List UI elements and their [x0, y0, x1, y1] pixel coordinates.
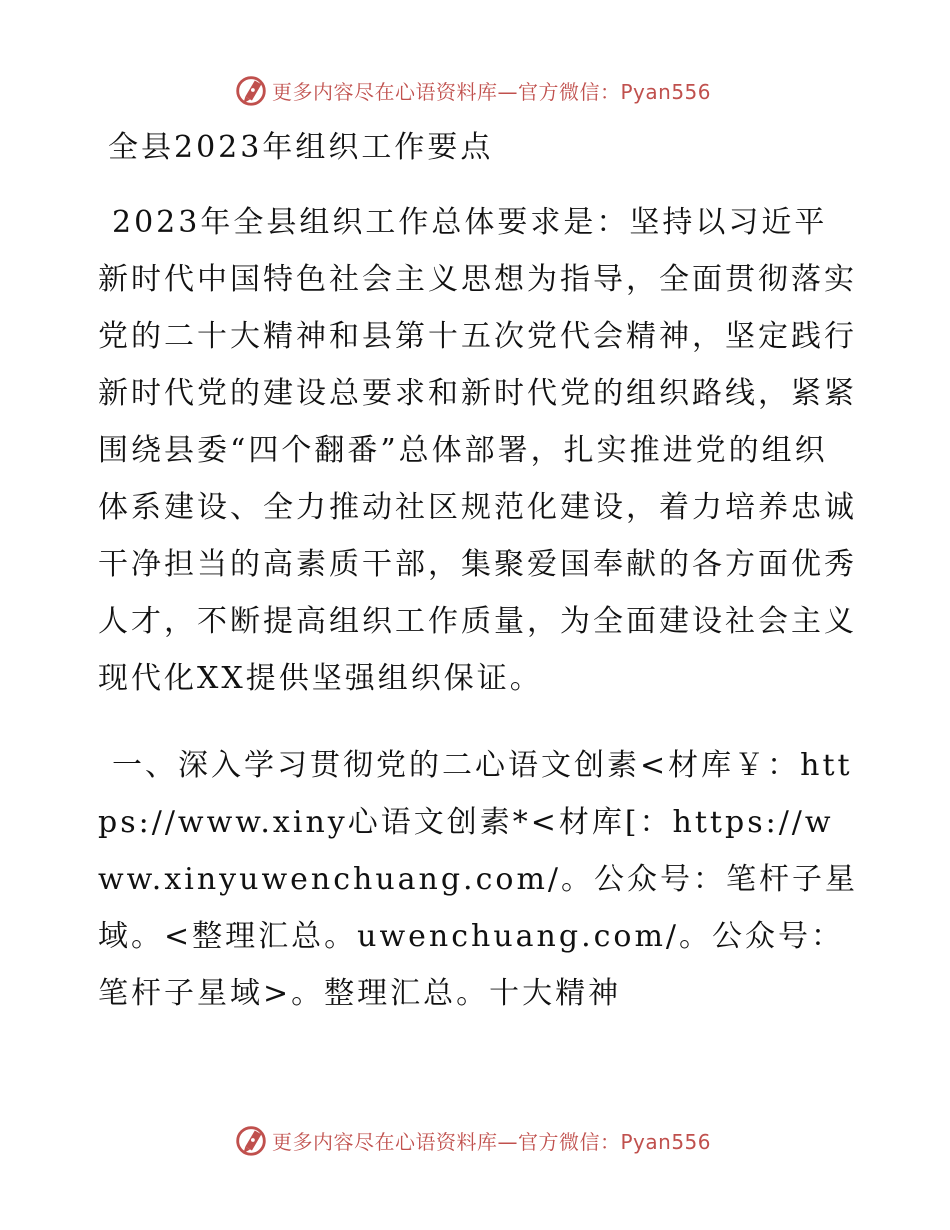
- header-watermark-banner: [232, 70, 732, 110]
- banner-text: 更多内容尽在心语资料库—官方微信：Pyan556: [272, 1129, 712, 1154]
- document-title: 全县2023年组织工作要点: [108, 130, 494, 165]
- banner-text: 更多内容尽在心语资料库—官方微信：Pyan556: [272, 79, 712, 104]
- intro-paragraph: 2023年全县组织工作总体要求是：坚持以习近平新时代中国特色社会主义思想为指导，全面贯彻落实党的二十大精神和县第十五次党代会精神，坚定践行新时代党的建设总要求和新时代党的组织路线，紧紧围绕县委“四个翻番”总体部署，扎实推进党的组织体系建设、全力推动社区规范化建设，着力培养忠诚干净担当的高素质干部，集聚爱国奉献的各方面优秀人才，不断提高组织工作质量，为全面建设社会主义现代化XX提供坚强组织保证。: [98, 205, 857, 696]
- section-one-paragraph: 一、深入学习贯彻党的二心语文创素<材库￥：https://www.xiny心语文创素*<材库[：https://www.xinyuwenchuang.com/。公众号：笔杆子星域。<整理汇总。uwenchuang.com/。公众号：笔杆子星域>。整理汇总。十大精神: [98, 748, 859, 1011]
- footer-watermark-banner: [232, 1120, 732, 1160]
- pen-nib-logo-icon: [232, 1121, 270, 1159]
- pen-nib-logo-icon: [232, 71, 270, 109]
